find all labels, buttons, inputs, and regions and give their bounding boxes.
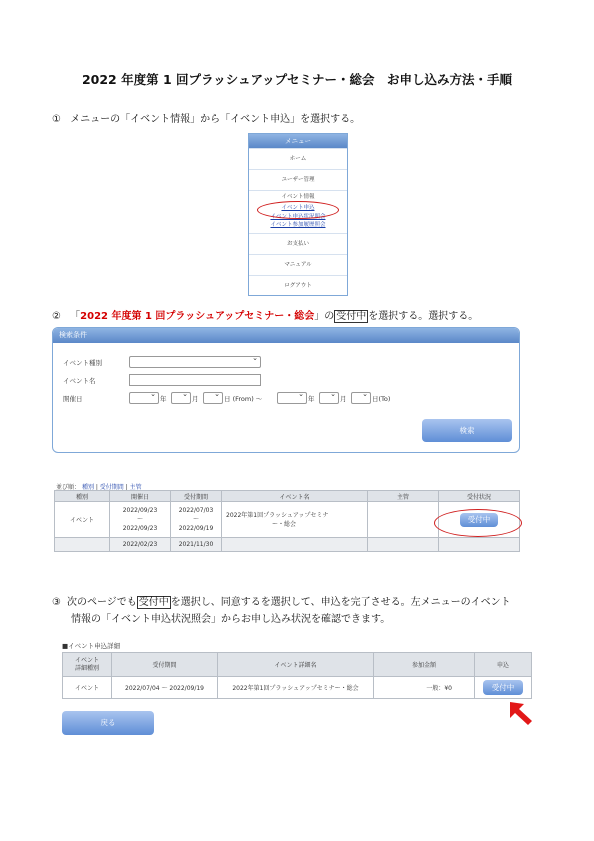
step-1: [52, 110, 360, 125]
menu-item-payment[interactable]: お支払い: [249, 233, 347, 254]
cell-type: [55, 538, 110, 552]
step-text-a: 次のページでも: [66, 597, 137, 608]
menu-item-manual[interactable]: マニュアル: [249, 254, 347, 275]
event-name-input[interactable]: [129, 374, 261, 386]
step-text: メニューの「イベント情報」から「イベント申込」を選択する。: [70, 114, 361, 125]
highlight-ellipse: [434, 509, 522, 537]
cell-detail-type: イベント: [63, 677, 112, 699]
step-2: [52, 307, 478, 322]
date-tilde: 〜: [136, 516, 143, 523]
period-to: 2022/09/19: [178, 525, 214, 532]
label-date: 開催日: [63, 395, 83, 403]
cell-detail-fee: 一般：¥0: [374, 677, 475, 699]
apply-button[interactable]: 受付中: [483, 680, 523, 695]
event-name-line2: ー・総会: [272, 520, 297, 528]
sort-bar: 並び順： 種別 | 受付期間 | 主管: [56, 484, 142, 491]
cell-organizer: [368, 538, 439, 552]
day-from-select[interactable]: [203, 392, 223, 404]
step-text-line2: 情報の「イベント申込状況照会」からお申し込み状況を確認できます。: [71, 614, 391, 625]
event-name-highlight: 2022 年度第 1 回プラッシュアップセミナー・総会: [80, 311, 315, 322]
step-text-b: を選択し、同意するを選択して、申込を完了させる。左メニューのイベント: [170, 597, 511, 608]
cell-date: 2022/02/23: [110, 538, 171, 552]
cell-organizer: [368, 502, 439, 538]
th-detail-period: 受付期間: [112, 653, 218, 677]
step-3: [52, 594, 511, 628]
event-type-select[interactable]: [129, 356, 261, 368]
th-type: 種別: [55, 491, 110, 502]
menu-item-logout[interactable]: ログアウト: [249, 275, 347, 296]
year-to-select[interactable]: [277, 392, 307, 404]
menu-item-home[interactable]: ホーム: [249, 148, 347, 169]
sort-link-organizer[interactable]: 主管: [129, 484, 142, 491]
table-header-row: [55, 491, 520, 502]
period-from: 2022/07/03: [178, 507, 214, 514]
day-to-select[interactable]: [351, 392, 371, 404]
menu-header: メニュー: [249, 134, 347, 148]
sort-label: 並び順：: [56, 484, 81, 491]
search-panel-header: 検索条件: [53, 328, 519, 343]
menu-sub-history[interactable]: イベント参加履歴照会: [270, 222, 326, 228]
detail-section-title: ■イベント申込詳細: [62, 642, 121, 650]
month-to-select[interactable]: [319, 392, 339, 404]
cell-period: [171, 502, 222, 538]
step-text-rest: を選択する。選択する。: [368, 311, 479, 322]
step-text-post: 」の: [314, 311, 335, 322]
table-row[interactable]: [63, 677, 532, 699]
status-boxed: 受付中: [138, 597, 169, 608]
cell-detail-name: 2022年第1回プラッシュアップセミナー・総会: [218, 677, 374, 699]
cell-detail-apply: [475, 677, 532, 699]
search-panel: [52, 327, 520, 453]
cell-event-name: [222, 538, 368, 552]
th-detail-apply: 申込: [475, 653, 532, 677]
menu-item-event-info[interactable]: イベント情報: [249, 190, 347, 204]
th-date: 開催日: [110, 491, 171, 502]
event-name-line1: 2022年第1回プラッシュアップセミナ: [226, 511, 329, 519]
sort-link-type[interactable]: 種別: [81, 484, 94, 491]
cell-period: 2021/11/30: [171, 538, 222, 552]
cell-status: [439, 538, 520, 552]
label-month-to: 月: [340, 395, 347, 403]
date-to: 2022/09/23: [122, 525, 158, 532]
th-status: 受付状況: [439, 491, 520, 502]
label-event-name: イベント名: [63, 377, 96, 385]
th-detail-type: イベント 詳細種別: [63, 653, 112, 677]
step-text-pre: 「: [70, 311, 81, 322]
document-title: 2022 年度第 1 回プラッシュアップセミナー・総会 お申し込み方法・手順: [81, 72, 513, 87]
year-from-select[interactable]: [129, 392, 159, 404]
detail-table: [62, 652, 532, 699]
table-row[interactable]: [55, 538, 520, 552]
month-from-select[interactable]: [171, 392, 191, 404]
cell-event-name: [222, 502, 368, 538]
status-boxed: 受付中: [336, 311, 367, 322]
step-number: ①: [52, 114, 61, 125]
search-button[interactable]: 検索: [422, 419, 512, 442]
label-month-from: 月: [192, 395, 199, 403]
arrow-up-left-icon: [508, 700, 534, 726]
cell-detail-period: 2022/07/04 〜 2022/09/19: [112, 677, 218, 699]
period-tilde: 〜: [192, 516, 199, 523]
th-period: 受付期間: [171, 491, 222, 502]
menu-item-user[interactable]: ユーザー管理: [249, 169, 347, 190]
th-detail-fee: 参加金額: [374, 653, 475, 677]
step-number: ②: [52, 311, 61, 322]
menu-sub-event-apply[interactable]: イベント申込: [281, 205, 315, 211]
label-day-to: 日(To): [372, 395, 391, 403]
th-organizer: 主管: [368, 491, 439, 502]
label-day-from: 日 (From) 〜: [224, 395, 263, 403]
cell-type: イベント: [55, 502, 110, 538]
date-from: 2022/09/23: [122, 507, 158, 514]
cell-date: [110, 502, 171, 538]
detail-header-row: [63, 653, 532, 677]
menu-sub-apply-status[interactable]: イベント申込状況照会: [270, 213, 326, 220]
label-event-type: イベント種別: [63, 359, 102, 367]
sort-link-period[interactable]: 受付期間: [99, 484, 124, 491]
label-year-to: 年: [308, 395, 315, 403]
th-event-name: イベント名: [222, 491, 368, 502]
status-button[interactable]: 受付中: [460, 513, 498, 527]
label-year-from: 年: [160, 395, 167, 403]
step-number: ③: [52, 597, 61, 608]
highlight-ellipse: [257, 201, 339, 219]
back-button[interactable]: 戻る: [62, 711, 154, 735]
th-detail-name: イベント詳細名: [218, 653, 374, 677]
